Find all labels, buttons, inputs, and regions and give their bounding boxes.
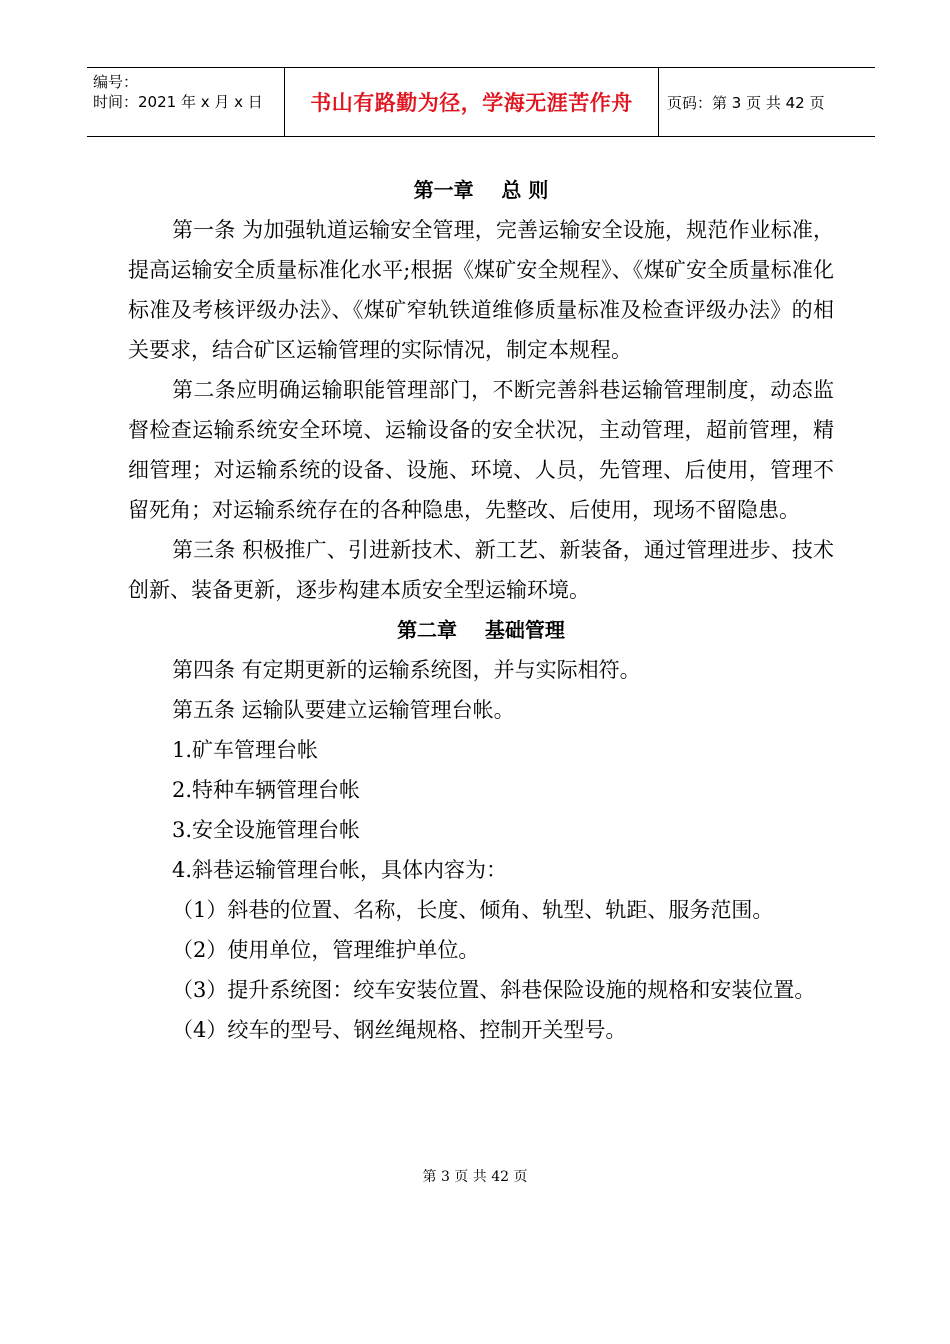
header-time-label: 时间：2021 年 x 月 x 日 (93, 93, 263, 111)
sub-item-4: （4）绞车的型号、钢丝绳规格、控制开关型号。 (172, 1018, 627, 1042)
chapter-1-title: 第一章 总 则 (413, 178, 549, 202)
document-header (87, 67, 875, 137)
document-body (128, 170, 834, 1050)
header-page-label: 页码：第 3 页 共 42 页 (667, 93, 825, 112)
chapter-2-title: 第二章 基础管理 (397, 618, 565, 642)
article-5: 第五条 运输队要建立运输管理台帐。 (172, 698, 515, 722)
list-item-2: 2.特种车辆管理台帐 (172, 778, 361, 802)
sub-item-3: （3）提升系统图：绞车安装位置、斜巷保险设施的规格和安装位置。 (172, 978, 816, 1002)
page-footer: 第 3 页 共 42 页 (422, 1169, 528, 1185)
article-4: 第四条 有定期更新的运输系统图，并与实际相符。 (172, 658, 641, 682)
header-number-label: 编号： (93, 73, 139, 91)
sub-item-1: （1）斜巷的位置、名称，长度、倾角、轨型、轨距、服务范围。 (172, 898, 774, 922)
header-motto: 书山有路勤为径，学海无涯苦作舟 (285, 68, 659, 136)
article-3: 第三条 积极推广、引进新技术、新工艺、新装备，通过管理进步、技术创新、装备更新，逐步构建本质安全型运输环境。 (128, 538, 834, 602)
list-item-1: 1.矿车管理台帐 (172, 738, 319, 762)
list-item-4: 4.斜巷运输管理台帐，具体内容为： (172, 858, 508, 882)
sub-item-2: （2）使用单位，管理维护单位。 (172, 938, 480, 962)
article-2: 第二条应明确运输职能管理部门，不断完善斜巷运输管理制度，动态监督检查运输系统安全环境、运输设备的安全状况，主动管理，超前管理，精细管理；对运输系统的设备、设施、环境、人员，先管理、后使用，管理不留死角；对运输系统存在的各种隐患，先整改、后使用，现场不留隐患。 (128, 378, 834, 522)
list-item-3: 3.安全设施管理台帐 (172, 818, 361, 842)
article-1: 第一条 为加强轨道运输安全管理，完善运输安全设施，规范作业标准，提高运输安全质量标准化水平;根据《煤矿安全规程》、《煤矿安全质量标准化标准及考核评级办法》、《煤矿窄轨铁道维修质量标准及检查评级办法》的相关要求，结合矿区运输管理的实际情况，制定本规程。 (128, 218, 834, 362)
header-meta-cell (87, 68, 285, 136)
